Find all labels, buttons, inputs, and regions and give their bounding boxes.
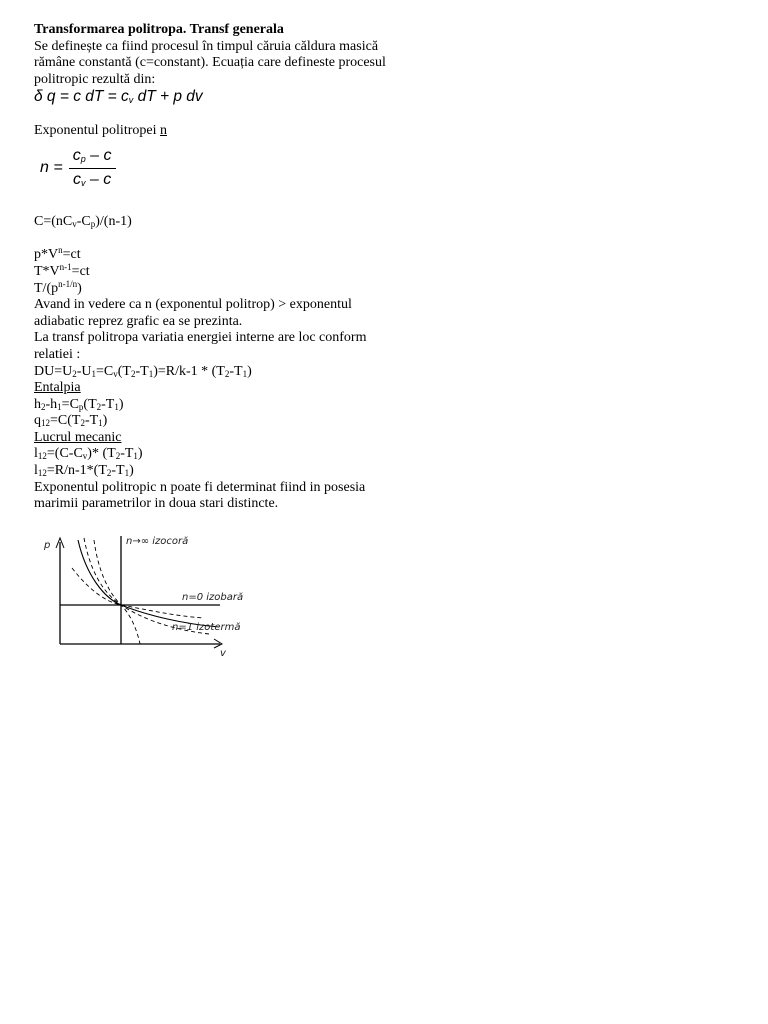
- closing-line-2: marimii parametrilor in doua stari distincte.: [34, 496, 279, 512]
- label-izoterma: n=1 izotermă: [172, 622, 241, 633]
- relation-tv: $T*V^{n-1}=ct$: [34, 261, 90, 279]
- heat-formula: $q_{12}=C(T_2-T_1)$: [34, 413, 108, 429]
- fraction-denominator: $c_v$ – c: [72, 171, 112, 189]
- intro-line-2: rămâne constantă (c=constant). Ecuația care defineste procesul: [34, 55, 386, 71]
- para2-line-2: adiabatic reprez grafic ea se prezinta.: [34, 313, 243, 329]
- work-formula-2: $l_{12}=R/n-1*(T_2-T_1)$: [34, 463, 134, 479]
- work-formula-1: $l_{12}=(C-C_v)*$ $(T_2-T_1)$: [34, 446, 143, 462]
- axis-label-v: v: [220, 648, 226, 659]
- para2-line-1: Avand in vedere ca n (exponentul politrop) > exponentul: [34, 297, 352, 313]
- intro-line-3: politropic rezultă din:: [34, 71, 156, 87]
- document-page: [34, 22, 454, 513]
- exponent-fraction: [40, 140, 454, 198]
- para2-line-4: relatiei :: [34, 346, 81, 362]
- label-isocora: n→∞ izocoră: [126, 536, 189, 547]
- entalpia-heading: Entalpia: [34, 380, 81, 396]
- curve-dashed-mid: [94, 540, 209, 634]
- internal-energy-formula: $DU=U_2-U_1=C_v(T_2-T_1)=R/k-1 * (T_2-T_1)$: [34, 363, 252, 379]
- fraction: [69, 148, 116, 188]
- fraction-lhs: n =: [40, 159, 63, 177]
- fraction-numerator: $c_p$ – c: [69, 148, 116, 169]
- curve-solid: [78, 540, 219, 627]
- relation-tp: $T/(p^{n-1/n})$: [34, 278, 82, 296]
- pv-diagram: [34, 520, 284, 660]
- c-formula: $C=(nC_v-C_p)/(n-1)$: [34, 214, 132, 230]
- axis-label-p: p: [44, 540, 51, 551]
- para2-line-3: La transf politropa variatia energiei interne are loc conform: [34, 330, 367, 346]
- document-title: Transformarea politropa. Transf generala: [34, 22, 284, 37]
- curve-dashed-steep: [84, 538, 140, 644]
- heat-equation: δ q = c dT = $c_v$ dT + p dv: [34, 88, 203, 106]
- relation-pv: $p*V^n=ct$: [34, 245, 81, 263]
- enthalpy-formula: $h_2-h_1=C_p(T_2-T_1)$: [34, 396, 124, 412]
- intro-line-1: Se definește ca fiind procesul în timpul căruia căldura masică: [34, 38, 379, 54]
- lucrul-heading: Lucrul mecanic: [34, 429, 122, 445]
- exponent-label: Exponentul politropei n: [34, 122, 167, 138]
- label-izobara: n=0 izobară: [182, 592, 244, 603]
- closing-line-1: Exponentul politropic n poate fi determinat fiind in posesia: [34, 479, 366, 495]
